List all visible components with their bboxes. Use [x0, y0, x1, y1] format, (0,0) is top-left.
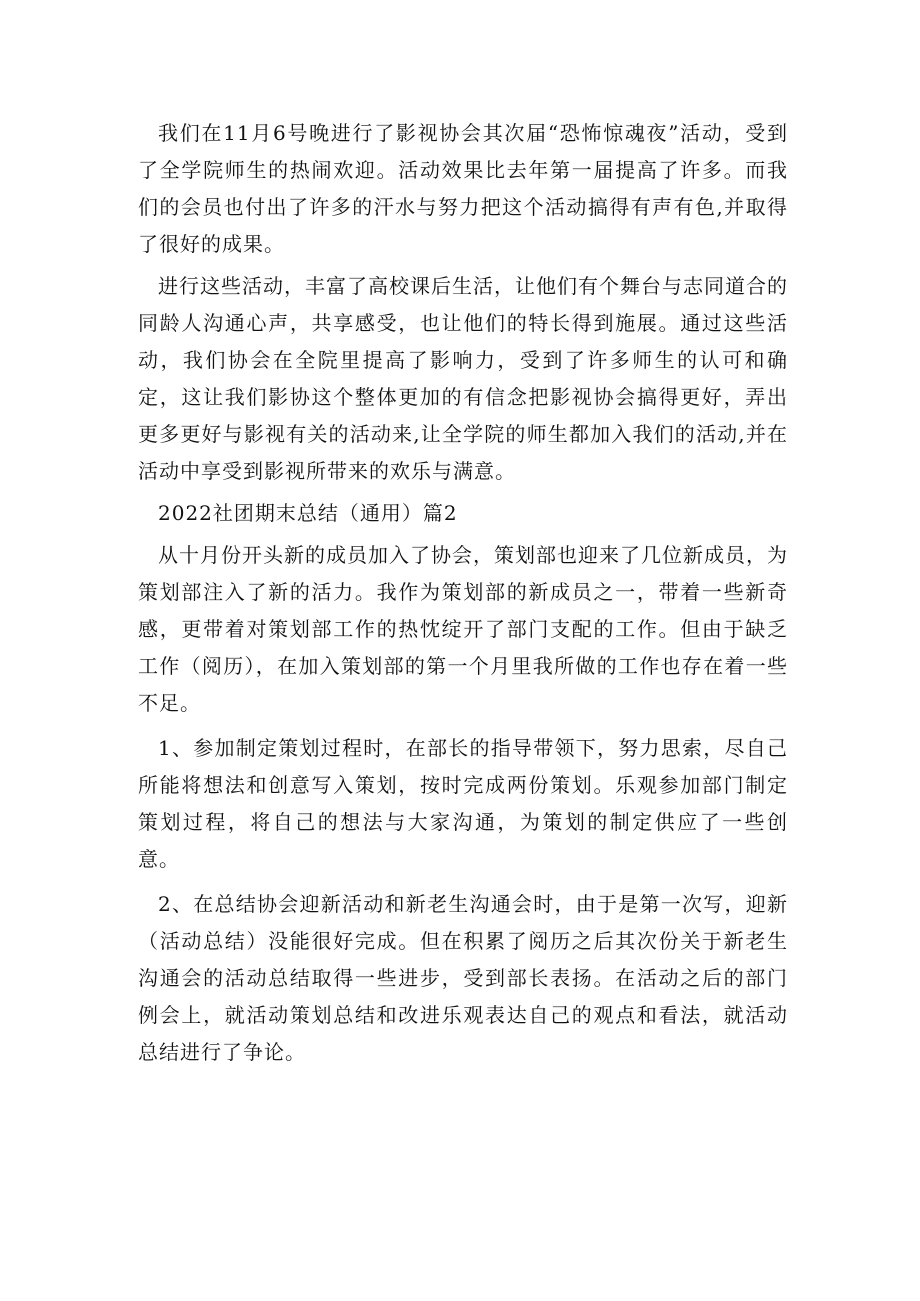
section-heading: 2022社团期末总结（通用）篇2: [158, 501, 458, 525]
paragraph-activity-benefits: 进行这些活动，丰富了高校课后生活，让他们有个舞台与志同道合的同龄人沟通心声，共享感受，也让他们的特长得到施展。通过这些活动，我们协会在全院里提高了影响力，受到了许多师生的认可和确定，这让我们影协这个整体更加的有信念把影视协会搞得更好，弄出更多更好与影视有关的活动来,让全学院的师生都加入我们的活动,并在活动中享受到影视所带来的欢乐与满意。: [138, 274, 788, 483]
document-page: [138, 115, 788, 1071]
paragraph-item-2: 2、在总结协会迎新活动和新老生沟通会时，由于是第一次写，迎新（活动总结）没能很好完成。但在积累了阅历之后其次份关于新老生沟通会的活动总结取得一些进步，受到部长表扬。在活动之后的部门例会上，就活动策划总结和改进乐观表达自己的观点和看法，就活动总结进行了争论。: [138, 892, 788, 1064]
paragraph-item-1: 1、参加制定策划过程时，在部长的指导带领下，努力思索，尽自己所能将想法和创意写入策划，按时完成两份策划。乐观参加部门制定策划过程，将自己的想法与大家沟通，为策划的制定供应了一些创意。: [138, 736, 788, 871]
paragraph-new-members: 从十月份开头新的成员加入了协会，策划部也迎来了几位新成员，为策划部注入了新的活力。我作为策划部的新成员之一，带着一些新奇感，更带着对策划部工作的热忱绽开了部门支配的工作。但由于缺乏工作（阅历），在加入策划部的第一个月里我所做的工作也存在着一些不足。: [138, 543, 788, 715]
paragraph-event-review: 我们在11月6号晚进行了影视协会其次届“恐怖惊魂夜”活动，受到了全学院师生的热闹欢迎。活动效果比去年第一届提高了许多。而我们的会员也付出了许多的汗水与努力把这个活动搞得有声有色,并取得了很好的成果。: [138, 121, 788, 256]
